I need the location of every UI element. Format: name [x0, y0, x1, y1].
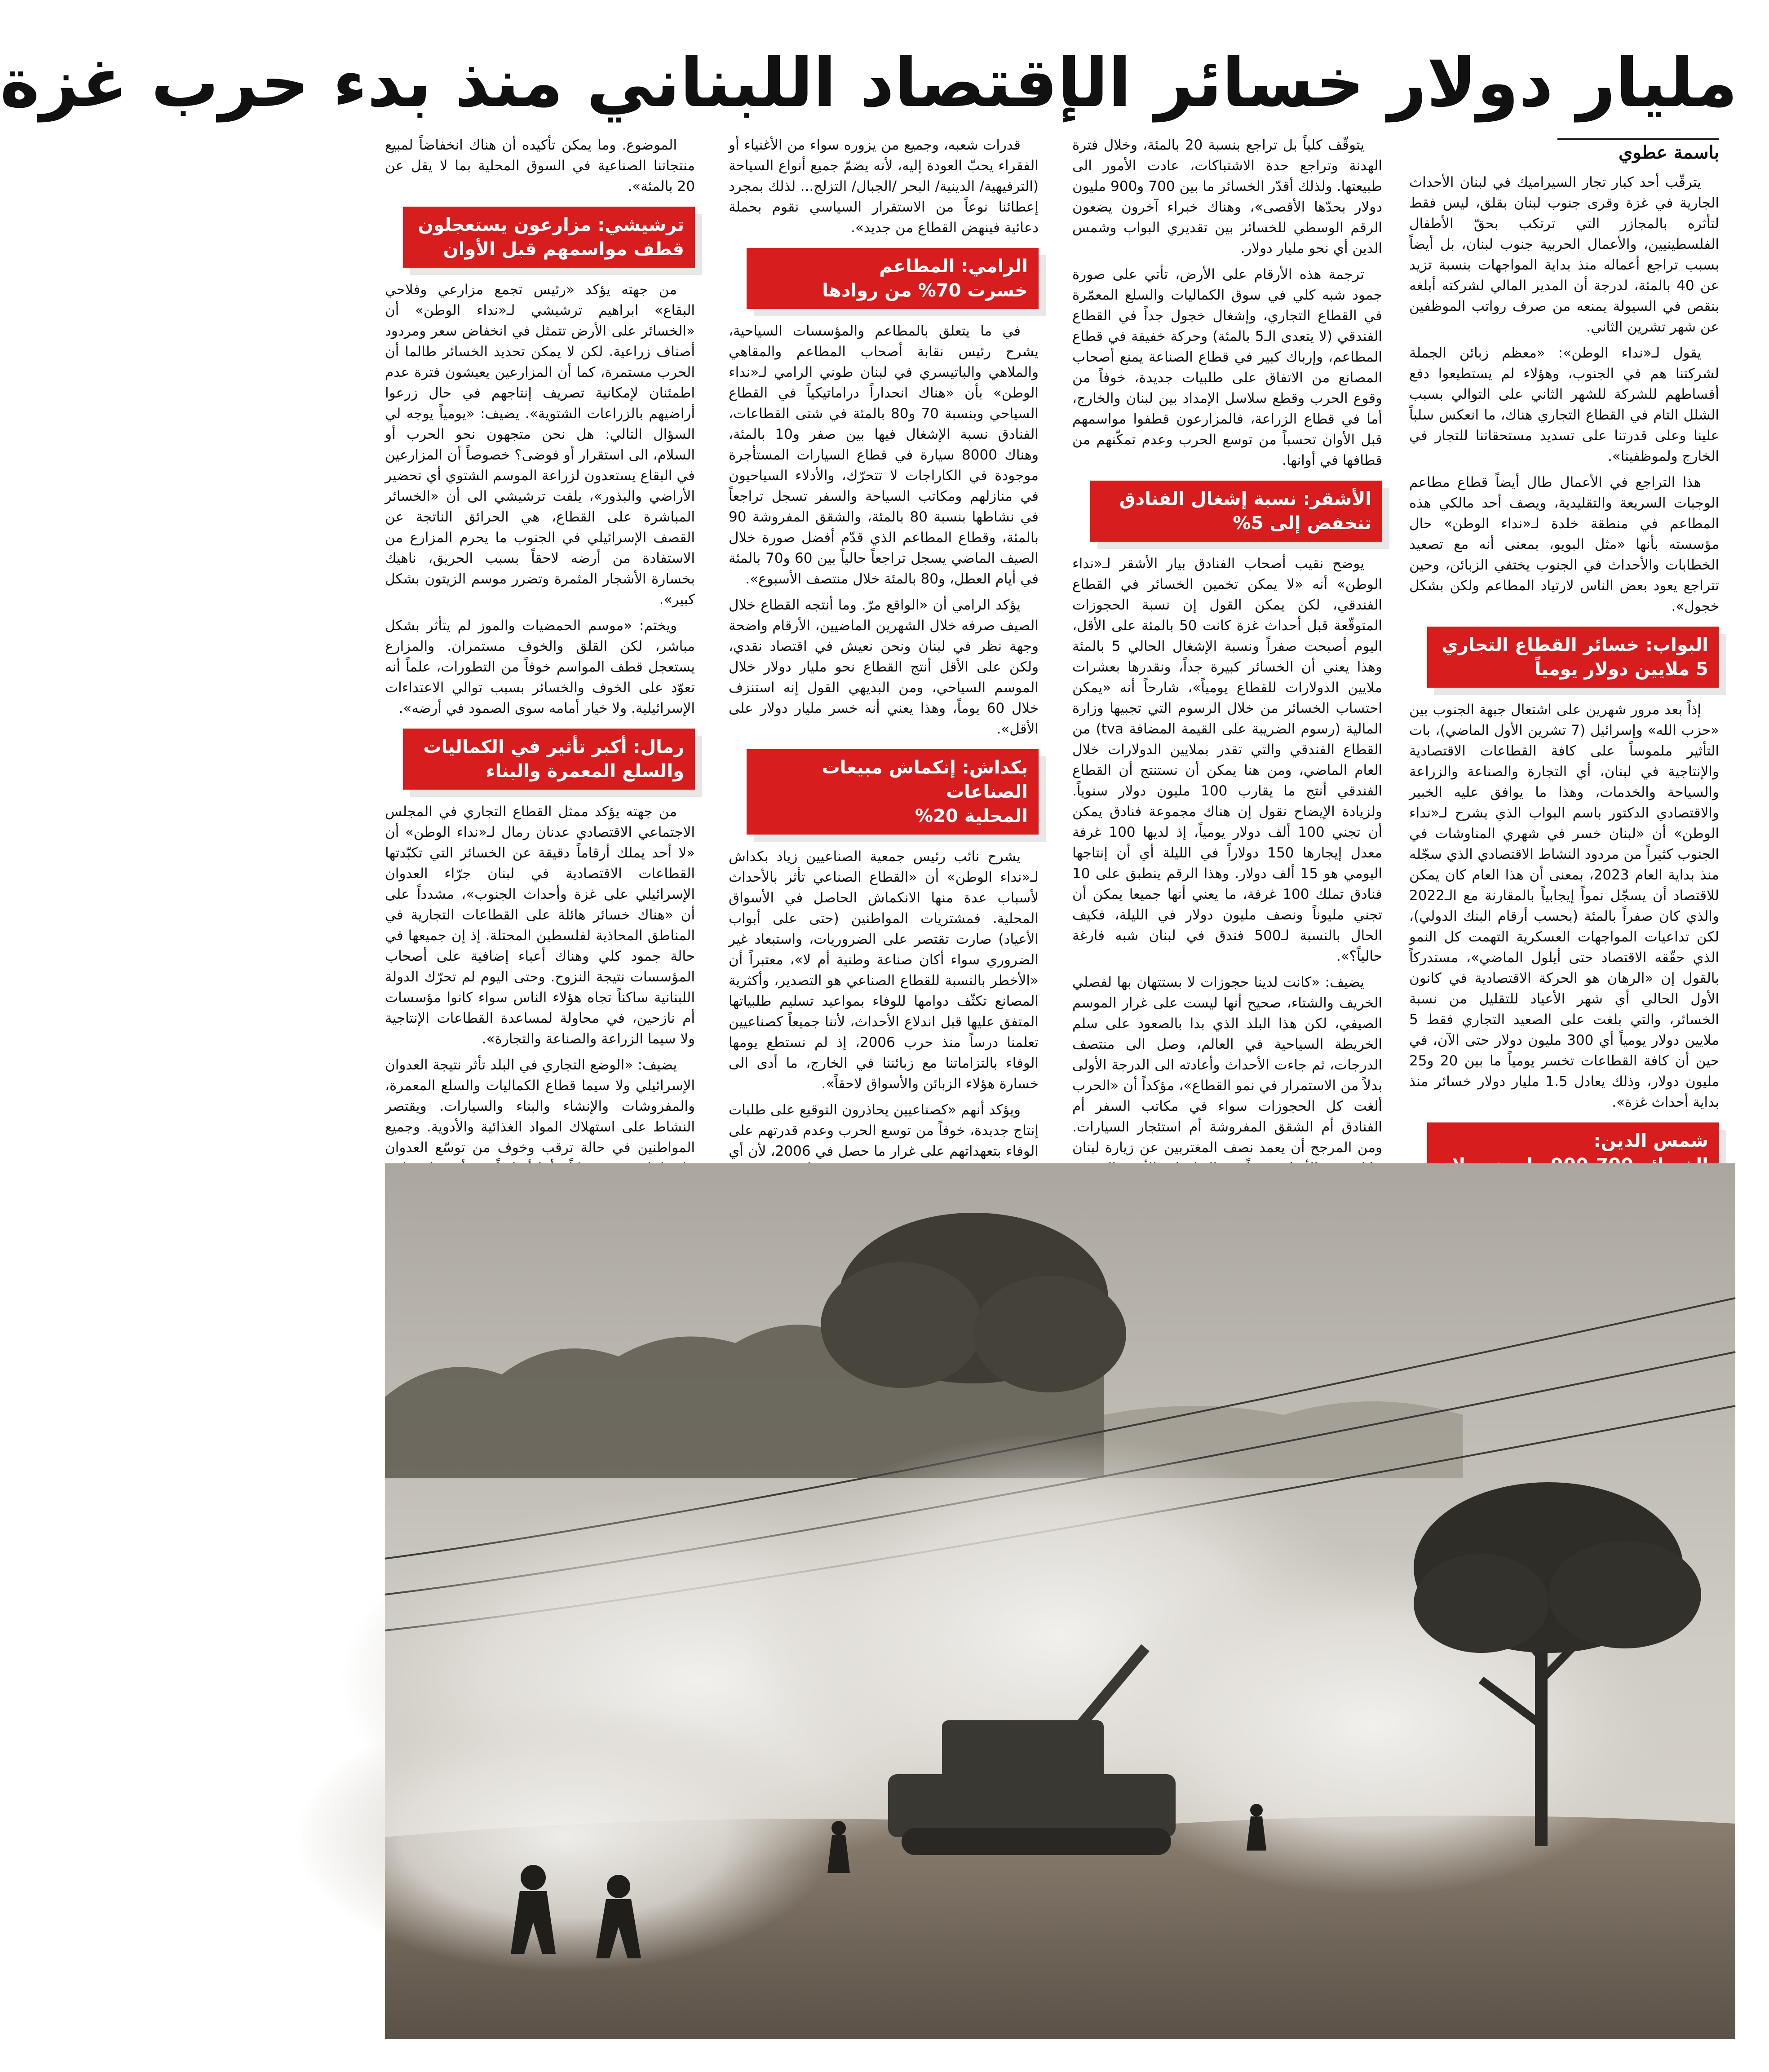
paragraph: إذاً بعد مرور شهرين على اشتعال جبهة الجنوب بين «حزب الله» وإسرائيل (7 تشرين الأول الماضي)، بات التأثير ملموساً على كافة القطاعات الاقتصادية والإنتاجية في لبنان، أي التجارة والصناعة والزراعة والسياحة والخدمات، وهذا ما يوافق عليه الخبير والاقتصادي الدكتور باسم البواب الذي يشرح لـ«نداء الوطن» أن «لبنان خسر في شهري المناوشات في الجنوب كثيراً من مردود النشاط الاقتصادي الذي سجّله منذ بداية العام 2023، بمعنى أن هذا العام كان يمكن للاقتصاد أن يسجّل نمواً إيجابياً بالمقارنة مع الـ2022 والذي كان صفراً بالمئة (بحسب أرقام البنك الدولي)، لكن تداعيات المواجهات العسكرية التهمت كل النمو الذي حقّقه الاقتصاد حتى أيلول الماضي»، مستدركاً بالقول إن «الرهان هو الحركة الاقتصادية في كانون الأول الحالي أي شهر الأعياد للتقليل من نسبة الخسائر، والتي بلغت على الصعيد التجاري فقط 5 ملايين دولار يومياً أي 300 مليون دولار حتى الآن، في حين أن كافة القطاعات تخسر يومياً ما بين 20 و25 مليون دولار، وذلك يعادل 1.5 مليار دولار خسائر منذ بداية أحداث غزة».	[1409, 702, 1720, 1110]
paragraph: ويؤكد أنهم «كصناعيين يحاذرون التوقيع على طلبات إنتاج جديدة، خوفاً من توسع الحرب وعدم قدرتهم على الوفاء بتعهداتهم على غرار ما حصل في 2006، لأن أي	[729, 1102, 1039, 1159]
paragraph: يشرح نائب رئيس جمعية الصناعيين زياد بكداش لـ«نداء الوطن» أن «القطاع الصناعي تأثر بالأحداث لأسباب عدة منها الانكماش الحاصل في الأسواق المحلية. فمشتريات المواطنين (حتى على أبواب الأعياد) صارت تقتصر على الضروريات، واستبعاد غير الضروري سواء أكان صناعة وطنية أم لا»، معتبراً أن «الأخطر بالنسبة للقطاع الصناعي هو التصدير، وأكثرية المصانع تكثّف دوامها للوفاء بمواعيد تسليم طلبياتها المتفق عليها قبل اندلاع الأحداث، لأننا جميعاً كصناعيين تعلمنا درساً منذ حرب 2006، إذ لم نستطع يومها الوفاء بالتزاماتنا مع زبائننا في الخارج، ما أدى الى خسارة هؤلاء الزبائن والأسواق لاحقاً».	[729, 848, 1039, 1092]
article-column-4	[385, 135, 695, 1156]
headline: مليار دولار خسائر الإقتصاد اللبناني منذ بدء حرب غزة	[0, 44, 1738, 122]
paragraph: يضيف: «الوضع التجاري في البلد تأثر نتيجة العدوان الإسرائيلي ولا سيما قطاع الكماليات والسلع المعمرة، والمفروشات والإنشاء والبناء والسيارات. ويقتصر النشاط على استهلاك المواد الغذائية والأدوية. وجميع المواطنين في حالة ترقب وخوف من توسّع العدوان	[385, 1057, 695, 1156]
paragraph: الموضوع. وما يمكن تأكيده أن هناك انخفاضاً لمبيع منتجاتنا الصناعية في السوق المحلية بما لا يقل عن 20 بالمئة».	[385, 137, 695, 194]
subheading-box	[747, 248, 1039, 309]
subheading-line: 5 ملايين دولار يومياً	[1535, 659, 1708, 680]
subheading-line: والسلع المعمرة والبناء	[486, 761, 684, 782]
subheading-line: قطف مواسمهم قبل الأوان	[443, 239, 684, 260]
paragraph: يترقّب أحد كبار تجار السيراميك في لبنان الأحداث الجارية في غزة وقرى جنوب لبنان بقلق، ليس فقط لتأثره بالمجازر التي ترتكب بحقّ الأطفال الفلسطينيين، والأعمال الحربية جنوب لبنان، بل أيضاً بسبب تراجع أعماله منذ بداية المواجهات بنسبة تزيد عن 40 بالمئة، لدرجة أن المدير المالي لشركته أبلغه بنقص في السيولة يمنعه من صرف رواتب الموظفين عن شهر تشرين الثاني.	[1409, 174, 1719, 335]
byline: باسمة عطوي	[1557, 138, 1719, 163]
subheading-line: خسرت 70% من روادها	[822, 280, 1028, 301]
subheading-line: المحلية 20%	[915, 806, 1028, 826]
paragraph: ويختم: «موسم الحمضيات والموز لم يتأثر بشكل مباشر، لكن القلق والخوف مستمران. والمزارع يستعجل قطف المواسم خوفاً من التطورات، علماً أنه تعوّد على الخوف والخسائر بسبب توالي الاعتداءات الإسرائيلية. ولا خيار أمامه سوى الصمود في أرضه».	[385, 618, 695, 716]
paragraph: يتوقّف كلياً بل تراجع بنسبة 20 بالمئة، وخلال فترة الهدنة وتراجع حدة الاشتباكات، عادت الأمور الى طبيعتها. ولذلك أقدّر الخسائر ما بين 700 و900 مليون دولار بحدّها الأقصى»، وهناك خبراء آخرون يضعون الرقم الوسطي للخسائر بين تقديري البواب وشمس الدين أي نحو مليار دولار.	[1072, 137, 1383, 256]
article-column-3	[729, 135, 1039, 1159]
subheading-line: البواب: خسائر القطاع التجاري	[1442, 635, 1708, 655]
subheading-line: بكداش: إنكماش مبيعات الصناعات	[822, 757, 1028, 802]
article-column-1	[1409, 135, 1720, 1151]
subheading-line: شمس الدين:	[1593, 1131, 1708, 1151]
paragraph: هذا التراجع في الأعمال طال أيضاً قطاع مطاعم الوجبات السريعة والتقليدية، ويصف أحد مالكي هذه المطاعم في منطقة خلدة لـ«نداء الوطن» حال مؤسسته بأنها «مثل البويو، بمعنى أنه مع تصعيد الخطابات والأحداث في الجنوب يختفي الزبائن، وحين تتراجع يعود بعض الناس لارتياد المطاعم ولكن بشكل خجول».	[1409, 474, 1719, 614]
paragraph: يوضح نقيب أصحاب الفنادق بيار الأشقر لـ«نداء الوطن» أنه «لا يمكن تخمين الخسائر في القطاع الفندقي، لكن يمكن القول إن نسبة الحجوزات المتوقّعة قبل أحداث غزة كانت 50 بالمئة على الأقل، اليوم أصبحت صفراً ونسبة الإشغال الحالي 5 بالمئة وهذا يعني أن الخسائر كبيرة جداً، ونقدرها بعشرات ملايين الدولارات للقطاع يومياً»، شارحاً أنه «يمكن احتساب الخسائر من خلال الرسوم التي تجبيها وزارة المالية (رسوم الضريبة على القيمة المضافة tva) من القطاع الفندقي والتي تقدر بملايين الدولارات خلال العام الماضي، ومن هنا يمكن أن نستنتج أن القطاع الفندقي أنتج ما يقارب 100 مليون دولار سنوياً. ولزيادة الإيضاح نقول إن هناك مجموعة فنادق يمكن أن تجني 100 ألف دولار يومياً، إذ لديها 100 غرفة معدل إيجارها 150 دولاراً في الليلة أي أن إنتاجها اليومي هو 15 ألف دولار. وهذا الرقم ينطبق على 10 فنادق تملك 100 غرفة، ما يعني أنها جميعا يمكن أن تجني مليوناً ونصف مليون دولار في الليلة، فكيف الحال بالنسبة لـ500 فندق في لبنان شبه فارغة حالياً؟».	[1072, 556, 1383, 964]
subheading-line: الأشقر: نسبة إشغال الفنادق	[1119, 489, 1371, 509]
paragraph: يقول لـ«نداء الوطن»: «معظم زبائن الجملة لشركتنا هم في الجنوب، وهؤلاء لم يستطيعوا دفع أقساطهم للشركة للشهر الثاني على التوالي بسبب الشلل التام في القطاع التجاري هناك، ما انعكس سلباً علينا وعلى قدرتنا على تسديد مستحقاتنا للتجار في الخارج ولموظفينا».	[1409, 345, 1719, 464]
subheading-box	[403, 729, 695, 790]
subheading-line: الرامي: المطاعم	[879, 256, 1028, 277]
paragraph: يؤكد الرامي أن «الواقع مرّ. وما أنتجه القطاع خلال الصيف صرفه خلال الشهرين الماضيين، الأرقام واضحة وجهة نظر في لبنان ونحن نعيش في اقتصاد نقدي، ولكن على الأقل أنتج القطاع نحو مليار دولار خلال الموسم السياحي، ومن البديهي القول إنه استنزف خلال 60 يوماً، وهذا يعني أنه خسر مليار دولار على الأقل».	[729, 597, 1039, 737]
paragraph: ترجمة هذه الأرقام على الأرض، تأتي على صورة جمود شبه كلي في سوق الكماليات والسلع المعمّرة في القطاع التجاري، وإشغال خجول جداً في القطاع الفندقي (لا يتعدى الـ5 بالمئة) وحركة خفيفة في قطاع المطاعم، وإرباك كبير في قطاع الصناعة يمنع أصحاب المصانع من الاتفاق على طلبيات جديدة، خوفاً من وقوع الحرب وقطع سلاسل الإمداد بين لبنان والخارج، أما في قطاع الزراعة، فالمزارعون قطفوا مواسمهم قبل الأوان تحسباً من توسع الحرب وعدم تمكّنهم من قطافها في أوانها.	[1072, 266, 1382, 468]
subheading-line: ترشيشي: مزارعون يستعجلون	[418, 215, 684, 235]
article-column-2	[1072, 135, 1383, 1156]
paragraph: يضيف: «كانت لدينا حجوزات لا بستتهان بها لفصلي الخريف والشتاء، صحيح أنها ليست على غرار الموسم الصيفي، لكن هذا البلد الذي بدا بالصعود على سلم الخريطة السياحية في العالم، وصل الى منتصف الدرجات، ثم جاءت الأحداث وأعادته الى الدرجة الأولى بدلاً من الاستمرار في نمو القطاع»، مؤكداً أن «الحرب ألغت كل الحجوزات سواء في مكاتب السفر أم الفنادق أم الشقق المفروشة أم استئجار السيارات. ومن المرجح أن يعمد نصف المغتربين عن زيارة لبنان	[1072, 974, 1382, 1156]
paragraph: من جهته يؤكد ممثل القطاع التجاري في المجلس الاجتماعي الاقتصادي عدنان رمال لـ«نداء الوطن» أن «لا أحد يملك أرقاماً دقيقة عن الخسائر التي تكبّدتها القطاعات الاقتصادية في لبنان جرّاء العدوان الإسرائيلي على غزة وأحداث الجنوب»، مشدداً على أن «هناك خسائر هائلة على القطاعات التجارية في المناطق المحاذية لفلسطين المحتلة. إذ إن جميعها في حالة جمود كلي وهناك أعباء إضافية على أصحاب المؤسسات نتيجة النزوح. وحتى اليوم لم تحرّك الدولة اللبنانية ساكناً تجاه هؤلاء الناس سواء كانوا مؤسسات أم نازحين، في محاولة لمساعدة القطاعات الإنتاجية ولا سيما الزراعة والصناعة والتجارة».	[385, 804, 695, 1047]
subheading-box	[1427, 627, 1719, 688]
subheading-box	[1090, 481, 1382, 542]
paragraph: من جهته يؤكد «رئيس تجمع مزارعي وفلاحي البقاع» ابراهيم ترشيشي لـ«نداء الوطن» أن «الخسائر على الأرض تتمثل في انخفاض سعر ومردود أصناف زراعية. لكن لا يمكن تحديد الخسائر طالما أن الحرب مستمرة، كما أن المزارعين يعيشون فترة عدم اطمئنان لإمكانية تصريف إنتاجهم في حال زرعوا أراضيهم بالزراعات الشتوية». يضيف: «يومياً يوجه لي السؤال التالي: هل نحن متجهون نحو الحرب أو السلام، الى استقرار أو فوضى؟ خصوصاً أن المزارعين في البقاع يستعدون لزراعة الموسم الشتوي أي تحضير الأراضي والبذور»، يلفت ترشيشي الى أن «الخسائر المباشرة على القطاع، هي الحرائق الناتجة عن القصف الإسرائيلي في الجنوب ما يحرم المزارع من الاستفادة من أرضه لاحقاً بسبب الحريق، ناهيك بخسارة الأشجار المثمرة وتضرر موسم الزيتون بشكل كبير».	[385, 282, 695, 608]
subheading-box	[747, 749, 1039, 835]
paragraph: في ما يتعلق بالمطاعم والمؤسسات السياحية، يشرح رئيس نقابة أصحاب المطاعم والمقاهي والملاهي والباتيسري في لبنان طوني الرامي لـ«نداء الوطن» بأن «هناك انحداراً دراماتيكياً في القطاع السياحي وبنسبة 70 و80 بالمئة في شتى القطاعات، الفنادق نسبة الإشغال فيها بين صفر و10 بالمئة، وهناك 8000 سيارة في قطاع السيارات المستأجرة موجودة في الكاراجات لا تتحرّك، والأدلاء السياحيون في منازلهم ومكاتب السياحة والسفر تسجل تراجعاً في نشاطها بنسبة 80 بالمئة، والشقق المفروشة 90 بالمئة، وقطاع المطاعم الذي قدّم أفضل صورة خلال الصيف الماضي يسجل تراجعاً حالياً بين 60 و70 بالمئة في أيام العطل، و80 بالمئة خلال منتصف الأسبوع».	[729, 323, 1039, 587]
news-photo	[385, 1163, 1735, 2039]
paragraph: قدرات شعبه، وجميع من يزوره سواء من الأغنياء أو الفقراء يحبّ العودة إليه، لأنه يضمّ جميع أنواع السياحة (الترفيهية/ الدينية/ البحر /الجبال/ التزلج... لذلك بمجرد إعطائنا نوعاً من الاستقرار السياسي نقوم بحملة دعائية فينهض القطاع من جديد».	[729, 137, 1039, 236]
subheading-line: رمال: أكبر تأثير في الكماليات	[423, 737, 684, 757]
artillery-scene-image	[385, 1163, 1735, 2039]
subheading-box	[403, 207, 695, 268]
subheading-line: تنخفض إلى 5%	[1233, 513, 1371, 534]
